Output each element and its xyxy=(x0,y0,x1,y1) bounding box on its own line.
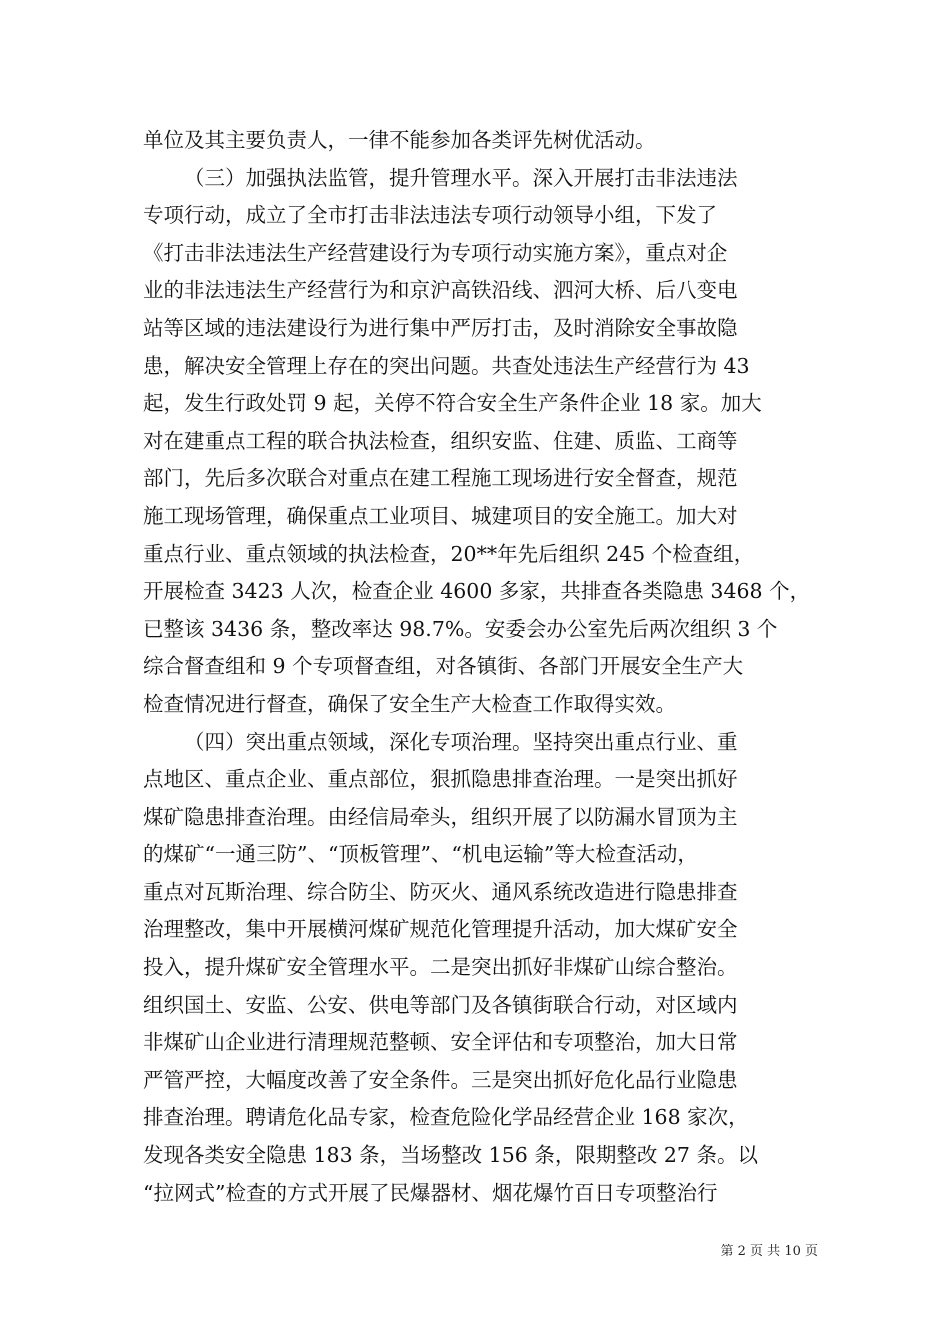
text-line: 业的非法违法生产经营行为和京沪高铁沿线、泗河大桥、后八变电 xyxy=(143,278,738,303)
text-line: 站等区域的违法建设行为进行集中严厉打击，及时消除安全事故隐 xyxy=(143,315,738,340)
text-line: 患，解决安全管理上存在的突出问题。共查处违法生产经营行为 43 xyxy=(143,353,750,378)
text-line: 非煤矿山企业进行清理规范整顿、安全评估和专项整治，加大日常 xyxy=(143,1030,738,1055)
text-line: 重点对瓦斯治理、综合防尘、防灭火、通风系统改造进行隐患排查 xyxy=(143,879,738,904)
text-line: 发现各类安全隐患 183 条，当场整改 156 条，限期整改 27 条。以 xyxy=(143,1143,758,1168)
text-line: 开展检查 3423 人次，检查企业 4600 多家，共排查各类隐患 3468 个， xyxy=(143,579,811,604)
text-line: 投入，提升煤矿安全管理水平。二是突出抓好非煤矿山综合整治。 xyxy=(143,955,738,980)
text-line: 已整该 3436 条，整改率达 98.7%。安委会办公室先后两次组织 3 个 xyxy=(143,616,778,641)
paragraph-start-line: （三）加强执法监管，提升管理水平。深入开展打击非法违法 xyxy=(184,165,738,190)
text-line: 组织国土、安监、公安、供电等部门及各镇街联合行动，对区域内 xyxy=(143,992,738,1017)
text-line: 检查情况进行督查，确保了安全生产大检查工作取得实效。 xyxy=(143,691,676,716)
text-line: 施工现场管理，确保重点工业项目、城建项目的安全施工。加大对 xyxy=(143,503,738,528)
text-line: 煤矿隐患排查治理。由经信局牵头，组织开展了以防漏水冒顶为主 xyxy=(143,804,738,829)
text-line: 部门，先后多次联合对重点在建工程施工现场进行安全督查，规范 xyxy=(143,466,738,491)
text-line: “拉网式”检查的方式开展了民爆器材、烟花爆竹百日专项整治行 xyxy=(143,1180,718,1205)
text-line: 点地区、重点企业、重点部位，狠抓隐患排查治理。一是突出抓好 xyxy=(143,767,738,792)
paragraph-start-line: （四）突出重点领域，深化专项治理。坚持突出重点行业、重 xyxy=(184,729,738,754)
text-line: 对在建重点工程的联合执法检查，组织安监、住建、质监、工商等 xyxy=(143,428,738,453)
text-line: 起，发生行政处罚 9 起，关停不符合安全生产条件企业 18 家。加大 xyxy=(143,391,762,416)
text-line: 专项行动，成立了全市打击非法违法专项行动领导小组，下发了 xyxy=(143,203,717,228)
text-line: 综合督查组和 9 个专项督查组，对各镇街、各部门开展安全生产大 xyxy=(143,654,744,679)
page-number-footer: 第 2 页 共 10 页 xyxy=(720,1244,818,1259)
text-line: 严管严控，大幅度改善了安全条件。三是突出抓好危化品行业隐患 xyxy=(143,1067,738,1092)
document-body xyxy=(143,122,819,1212)
text-line: 排查治理。聘请危化品专家，检查危险化学品经营企业 168 家次， xyxy=(143,1105,749,1130)
text-line: 的煤矿“一通三防”、“顶板管理”、“机电运输”等大检查活动， xyxy=(143,842,698,867)
text-line: 重点行业、重点领域的执法检查，20**年先后组织 245 个检查组， xyxy=(143,541,755,566)
text-line: 《打击非法违法生产经营建设行为专项行动实施方案》，重点对企 xyxy=(143,240,728,265)
text-line: 单位及其主要负责人，一律不能参加各类评先树优活动。 xyxy=(143,128,656,152)
text-line: 治理整改，集中开展横河煤矿规范化管理提升活动，加大煤矿安全 xyxy=(143,917,738,942)
